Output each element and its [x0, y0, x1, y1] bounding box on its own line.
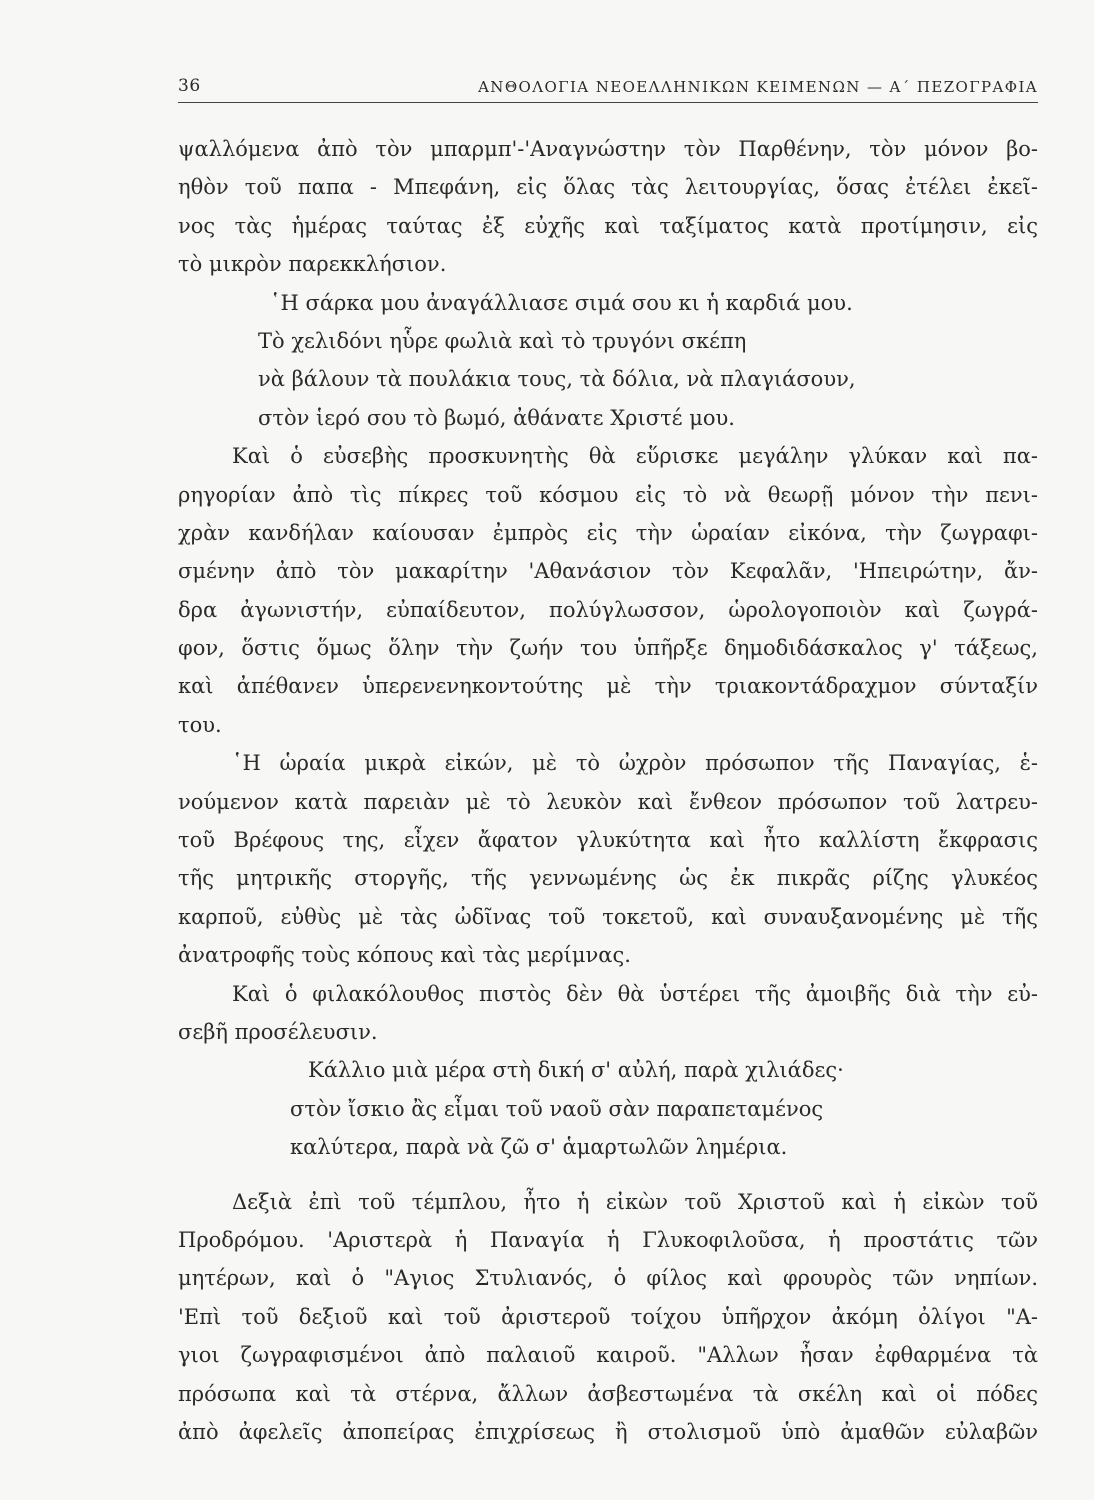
- text-line: σμένην ἀπὸ τὸν μακαρίτην 'Αθανάσιον τὸν Κεφαλᾶν, 'Ηπειρώτην, ἄν-: [178, 559, 1038, 584]
- paragraph-1: [178, 130, 1038, 284]
- text-line: Καὶ ὁ εὐσεβὴς προσκυνητὴς θὰ εὕρισκε μεγάλην γλύκαν καὶ πα-: [232, 444, 1038, 469]
- text-line: ρηγορίαν ἀπὸ τὶς πίκρες τοῦ κόσμου εἰς τὸ νὰ θεωρῇ μόνον τὴν πενι-: [178, 482, 1038, 507]
- verse-quotation-1: [178, 284, 1038, 438]
- paragraph-3: [178, 744, 1038, 974]
- text-line: ἀνατροφῆς τοὺς κόπους καὶ τὰς μερίμνας.: [178, 943, 631, 968]
- text-line: ψαλλόμενα ἀπὸ τὸν μπαρμπ'-'Αναγνώστην τὸν Παρθένην, τὸν μόνον βο-: [178, 137, 1038, 161]
- text-line: πρόσωπα καὶ τὰ στέρνα, ἄλλων ἀσβεστωμένα τὰ σκέλη καὶ οἱ πόδες: [178, 1381, 1038, 1406]
- verse-line: νὰ βάλουν τὰ πουλάκια τους, τὰ δόλια, νὰ πλαγιάσουν,: [258, 367, 856, 392]
- text-line: γιοι ζωγραφισμένοι ἀπὸ παλαιοῦ καιροῦ. "Αλλων ἦσαν ἐφθαρμένα τὰ: [178, 1343, 1038, 1368]
- page-header: [178, 72, 1038, 103]
- text-line: 'Επὶ τοῦ δεξιοῦ καὶ τοῦ ἀριστεροῦ τοίχου ὑπῆρχον ἀκόμη ὀλίγοι "Α-: [178, 1304, 1038, 1329]
- text-line: τοῦ Βρέφους της, εἶχεν ἄφατον γλυκύτητα καὶ ἦτο καλλίστη ἔκφρασις: [178, 828, 1038, 853]
- text-line: ηθὸν τοῦ παπα - Μπεφάνη, εἰς ὅλας τὰς λειτουργίας, ὅσας ἐτέλει ἐκεῖ-: [178, 175, 1038, 200]
- text-line: χρὰν κανδήλαν καίουσαν ἐμπρὸς εἰς τὴν ὡραίαν εἰκόνα, τὴν ζωγραφι-: [178, 520, 1038, 545]
- body-text: [178, 130, 1038, 1451]
- section-gap: [178, 1167, 1038, 1183]
- text-line: νος τὰς ἡμέρας ταύτας ἐξ εὐχῆς καὶ ταξίματος κατὰ προτίμησιν, εἰς: [178, 213, 1038, 238]
- text-line: νούμενον κατὰ παρειὰν μὲ τὸ λευκὸν καὶ ἔνθεον πρόσωπον τοῦ λατρευ-: [178, 789, 1038, 814]
- text-line: ἀπὸ ἀφελεῖς ἀποπείρας ἐπιχρίσεως ἢ στολισμοῦ ὑπὸ ἀμαθῶν εὐλαβῶν: [178, 1419, 1038, 1444]
- text-line: σεβῆ προσέλευσιν.: [178, 1019, 378, 1044]
- verse-line: ῾Η σάρκα μου ἀναγάλλιασε σιμά σου κι ἡ καρδιά μου.: [270, 290, 853, 315]
- text-line: Προδρόμου. 'Αριστερὰ ἡ Παναγία ἡ Γλυκοφιλοῦσα, ἡ προστάτις τῶν: [178, 1227, 1038, 1252]
- text-line: καὶ ἀπέθανεν ὑπερενενηκοντούτης μὲ τὴν τριακοντάδραχμον σύνταξίν: [178, 674, 1038, 699]
- text-line: τὸ μικρὸν παρεκκλήσιον.: [178, 252, 447, 277]
- text-line: δρα ἀγωνιστήν, εὐπαίδευτον, πολύγλωσσον, ὡρολογοποιὸν καὶ ζωγρά-: [178, 597, 1038, 622]
- text-line: Δεξιὰ ἐπὶ τοῦ τέμπλου, ἦτο ἡ εἰκὼν τοῦ Χριστοῦ καὶ ἡ εἰκὼν τοῦ: [232, 1189, 1038, 1214]
- text-line: τῆς μητρικῆς στοργῆς, τῆς γεννωμένης ὡς ἐκ πικρᾶς ρίζης γλυκέος: [178, 866, 1038, 891]
- verse-quotation-2: [178, 1051, 1038, 1166]
- verse-line: Κάλλιο μιὰ μέρα στὴ δική σ' αὐλή, παρὰ χιλιάδες·: [308, 1058, 844, 1083]
- paragraph-4: [178, 975, 1038, 1052]
- text-line: μητέρων, καὶ ὁ "Αγιος Στυλιανός, ὁ φίλος καὶ φρουρὸς τῶν νηπίων.: [178, 1266, 1038, 1291]
- running-head: ΑΝΘΟΛΟΓΙΑ ΝΕΟΕΛΛΗΝΙΚΩΝ ΚΕΙΜΕΝΩΝ — Α΄ ΠΕΖΟΓΡΑΦΙΑ: [478, 78, 1038, 96]
- paragraph-2: [178, 437, 1038, 744]
- text-line: ῾Η ὡραία μικρὰ εἰκών, μὲ τὸ ὠχρὸν πρόσωπον τῆς Παναγίας, ἑ-: [232, 751, 1038, 776]
- verse-line: στὸν ἱερό σου τὸ βωμό, ἀθάνατε Χριστέ μου.: [258, 405, 735, 430]
- verse-line: καλύτερα, παρὰ νὰ ζῶ σ' ἁμαρτωλῶν λημέρια.: [290, 1135, 788, 1160]
- text-line: φον, ὅστις ὅμως ὅλην τὴν ζωήν του ὑπῆρξε δημοδιδάσκαλος γ' τάξεως,: [178, 636, 1038, 661]
- text-line: Καὶ ὁ φιλακόλουθος πιστὸς δὲν θὰ ὑστέρει τῆς ἀμοιβῆς διὰ τὴν εὐ-: [232, 981, 1038, 1006]
- verse-line: στὸν ἴσκιο ἂς εἶμαι τοῦ ναοῦ σὰν παραπεταμένος: [290, 1096, 824, 1121]
- text-line: του.: [178, 712, 222, 737]
- text-line: καρποῦ, εὐθὺς μὲ τὰς ὠδῖνας τοῦ τοκετοῦ, καὶ συναυξανομένης μὲ τῆς: [178, 904, 1038, 929]
- verse-line: Τὸ χελιδόνι ηὗρε φωλιὰ καὶ τὸ τρυγόνι σκέπη: [258, 328, 747, 353]
- page-number: 36: [178, 76, 201, 96]
- paragraph-5: [178, 1183, 1038, 1452]
